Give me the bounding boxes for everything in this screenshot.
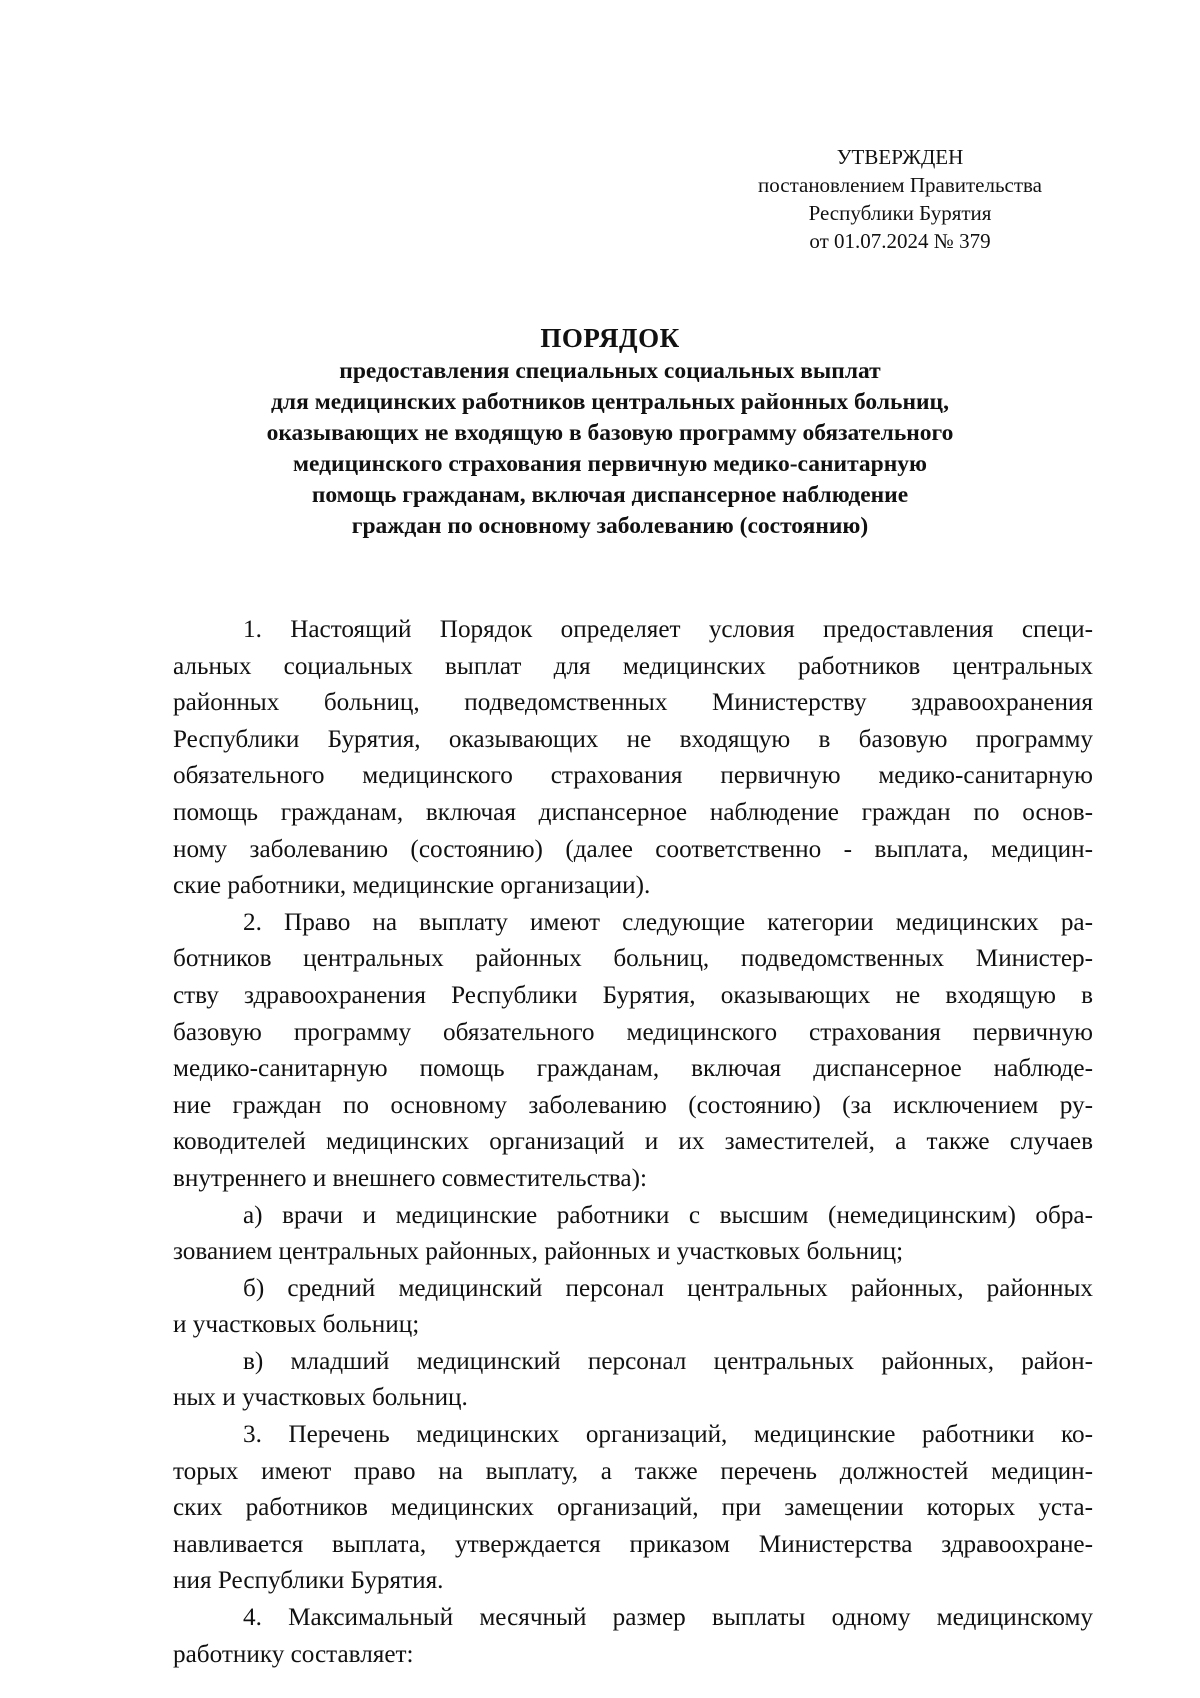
paragraph-line: обязательного медицинского страхования первичную медико-санитарную [173, 762, 1093, 790]
paragraph-line: помощь гражданам, включая диспансерное наблюдение граждан по основ- [173, 798, 1093, 826]
list-item-line: б) средний медицинский персонал центральных районных, районных [243, 1274, 1093, 1302]
document-title: ПОРЯДОК [540, 323, 680, 353]
paragraph-line: ному заболеванию (состоянию) (далее соответственно - выплата, медицин- [173, 835, 1093, 863]
subtitle-line: предоставления специальных социальных выплат [339, 358, 881, 384]
list-item-line: ных и участковых больниц. [173, 1384, 468, 1412]
paragraph-line: базовую программу обязательного медицинского страхования первичную [173, 1018, 1093, 1046]
approval-stamp [700, 143, 1100, 255]
paragraph-line: 2. Право на выплату имеют следующие категории медицинских ра- [243, 908, 1093, 936]
list-item-line: и участковых больниц; [173, 1311, 420, 1339]
paragraph-line: ние граждан по основному заболеванию (состоянию) (за исключением ру- [173, 1091, 1093, 1119]
paragraph-line: ству здравоохранения Республики Бурятия, оказывающих не входящую в [173, 981, 1093, 1009]
approval-line: от 01.07.2024 № 379 [809, 229, 991, 253]
approval-line: Республики Бурятия [808, 201, 992, 225]
paragraph-line: Республики Бурятия, оказывающих не входящую в базовую программу [173, 725, 1093, 753]
paragraph-line: ния Республики Бурятия. [173, 1567, 444, 1595]
document-heading [160, 320, 1060, 542]
paragraph-line: ских работников медицинских организаций, при замещении которых уста- [173, 1494, 1093, 1522]
paragraph-line: ководителей медицинских организаций и их заместителей, а также случаев [173, 1128, 1093, 1156]
subtitle-line: помощь гражданам, включая диспансерное наблюдение [311, 482, 909, 508]
document-subtitle [160, 356, 1060, 542]
document-body [173, 612, 1093, 1673]
approval-line: УТВЕРЖДЕН [836, 145, 964, 169]
subtitle-line: для медицинских работников центральных районных больниц, [271, 389, 949, 415]
paragraph-line: работнику составляет: [173, 1640, 414, 1668]
paragraph-line: 4. Максимальный месячный размер выплаты одному медицинскому [243, 1604, 1093, 1632]
list-item-line: а) врачи и медицинские работники с высшим (немедицинским) обра- [243, 1201, 1093, 1229]
list-item-line: зованием центральных районных, районных и участковых больниц; [173, 1238, 904, 1266]
paragraph-line: 1. Настоящий Порядок определяет условия предоставления специ- [243, 616, 1093, 643]
paragraph-line: ские работники, медицинские организации). [173, 872, 651, 900]
paragraph-line: навливается выплата, утверждается приказом Министерства здравоохране- [173, 1530, 1093, 1558]
paragraph-line: торых имеют право на выплату, а также перечень должностей медицин- [173, 1457, 1093, 1485]
paragraph-line: медико-санитарную помощь гражданам, включая диспансерное наблюде- [173, 1055, 1093, 1083]
paragraph-line: ботников центральных районных больниц, подведомственных Министер- [173, 945, 1093, 973]
list-item-line: в) младший медицинский персонал центральных районных, район- [243, 1347, 1093, 1375]
paragraph-line: 3. Перечень медицинских организаций, медицинские работники ко- [243, 1421, 1093, 1449]
approval-line: постановлением Правительства [757, 173, 1042, 197]
subtitle-line: оказывающих не входящую в базовую программу обязательного [266, 420, 954, 446]
paragraph-line: альных социальных выплат для медицинских работников центральных [173, 652, 1093, 680]
subtitle-line: медицинского страхования первичную медико-санитарную [293, 451, 927, 477]
paragraph-line: районных больниц, подведомственных Министерству здравоохранения [173, 689, 1093, 717]
paragraph-line: внутреннего и внешнего совместительства): [173, 1164, 647, 1192]
subtitle-line: граждан по основному заболеванию (состоянию) [351, 513, 869, 539]
